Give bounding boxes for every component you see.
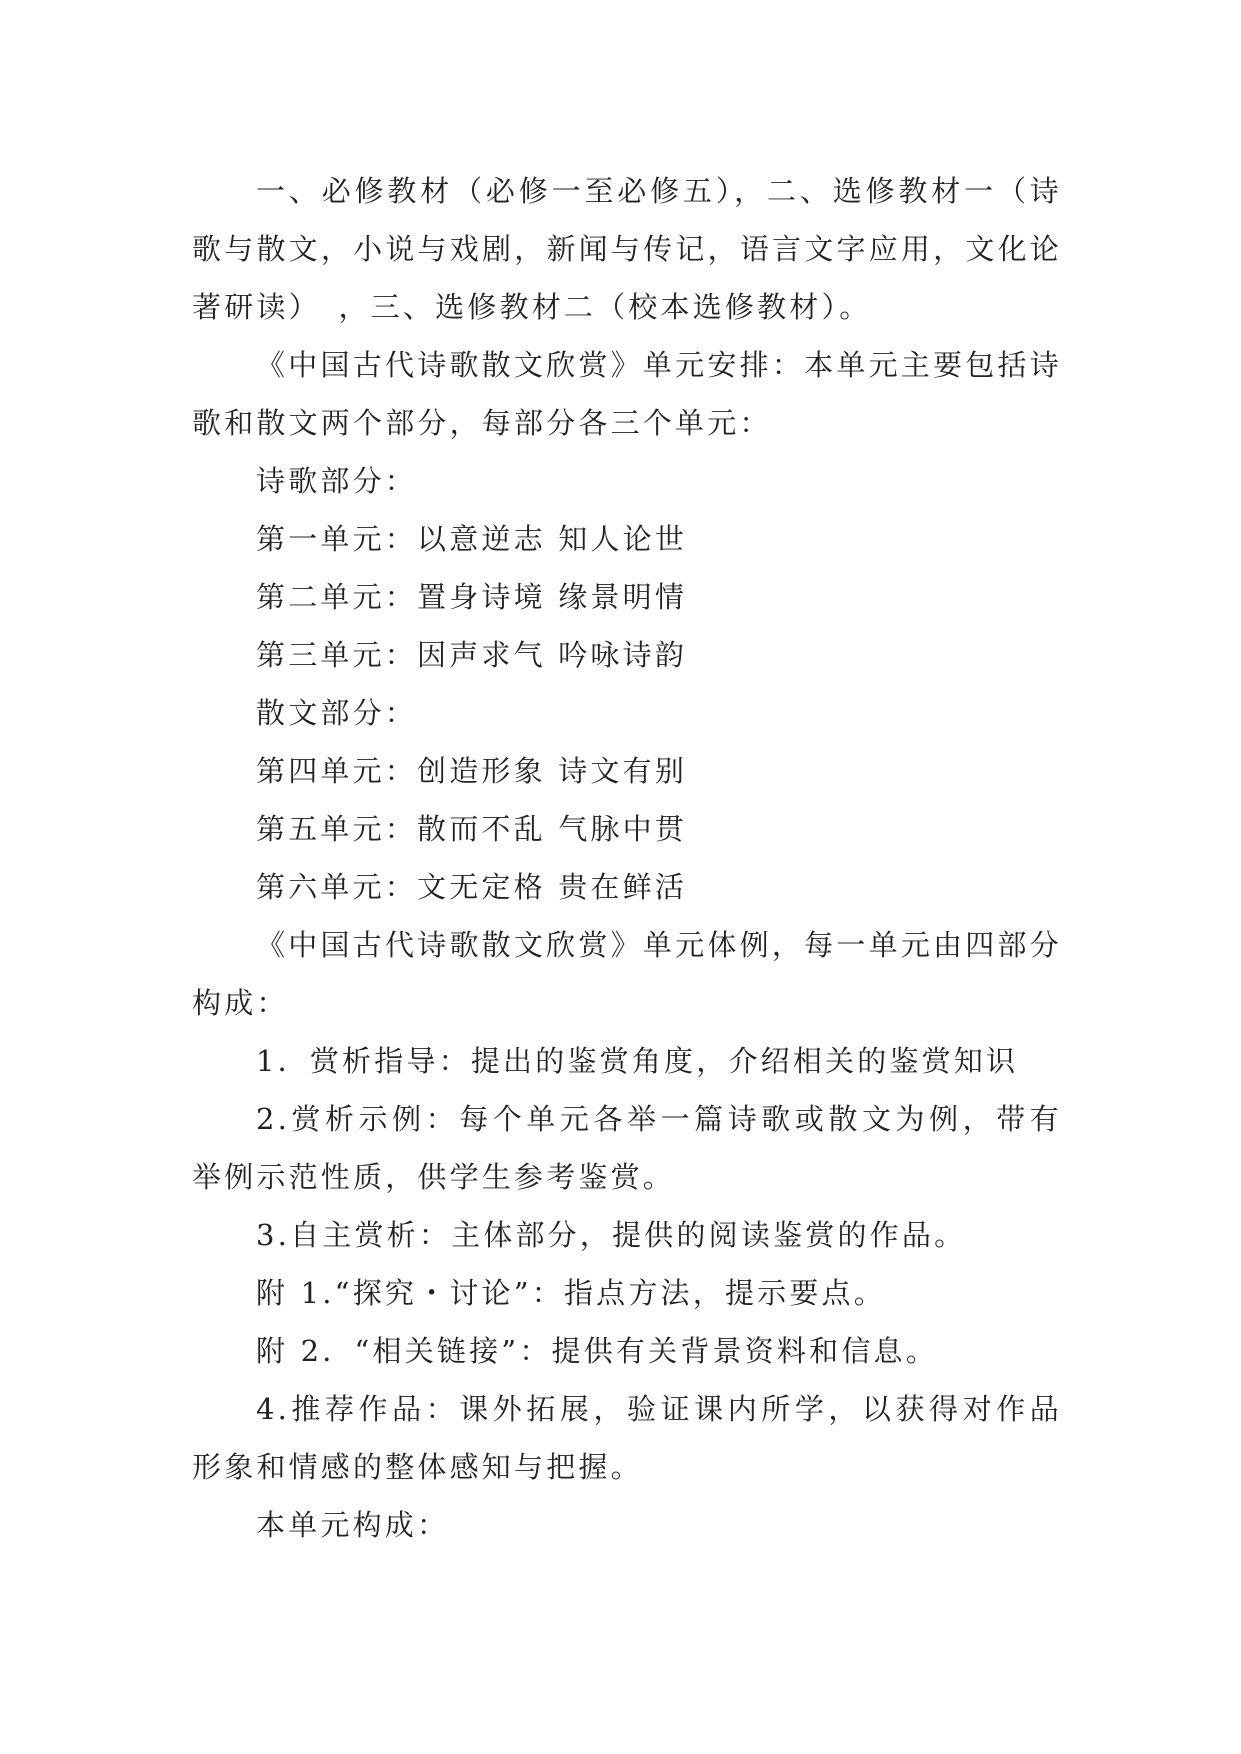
paragraph-unit-2: 第二单元：置身诗境 缘景明情: [256, 580, 688, 614]
paragraph-unit-structure: 《中国古代诗歌散文欣赏》单元体例，每一单元由四部分构成：: [192, 928, 1062, 1020]
paragraph-textbook-list: 一、必修教材（必修一至必修五），二、选修教材一（诗歌与散文，小说与戏剧，新闻与传记，语言文字应用，文化论著研读） ，三、选修教材二（校本选修教材）。: [192, 174, 1062, 324]
paragraph-unit-5: 第五单元：散而不乱 气脉中贯: [256, 812, 688, 846]
paragraph-poetry-section: 诗歌部分：: [256, 464, 418, 498]
paragraph-prose-section: 散文部分：: [256, 696, 418, 730]
paragraph-appendix-2: 附 2．“相关链接”：提供有关背景资料和信息。: [256, 1334, 938, 1368]
paragraph-unit-4: 第四单元：创造形象 诗文有别: [256, 754, 688, 788]
paragraph-unit-arrangement: 《中国古代诗歌散文欣赏》单元安排：本单元主要包括诗歌和散文两个部分，每部分各三个单元：: [192, 348, 1062, 440]
paragraph-item-1: 1．赏析指导：提出的鉴赏角度，介绍相关的鉴赏知识: [256, 1044, 1019, 1078]
paragraph-item-4: 4.推荐作品：课外拓展，验证课内所学，以获得对作品形象和情感的整体感知与把握。: [192, 1392, 1062, 1484]
paragraph-unit-composition: 本单元构成：: [256, 1508, 450, 1542]
paragraph-unit-6: 第六单元：文无定格 贵在鲜活: [256, 870, 688, 904]
paragraph-unit-3: 第三单元：因声求气 吟咏诗韵: [256, 638, 688, 672]
document-body: [192, 162, 1062, 1554]
paragraph-item-2: 2.赏析示例：每个单元各举一篇诗歌或散文为例，带有举例示范性质，供学生参考鉴赏。: [192, 1102, 1062, 1194]
paragraph-item-3: 3.自主赏析：主体部分，提供的阅读鉴赏的作品。: [256, 1218, 967, 1252]
paragraph-appendix-1: 附 1.“探究・讨论”：指点方法，提示要点。: [256, 1276, 886, 1310]
paragraph-unit-1: 第一单元：以意逆志 知人论世: [256, 522, 688, 556]
